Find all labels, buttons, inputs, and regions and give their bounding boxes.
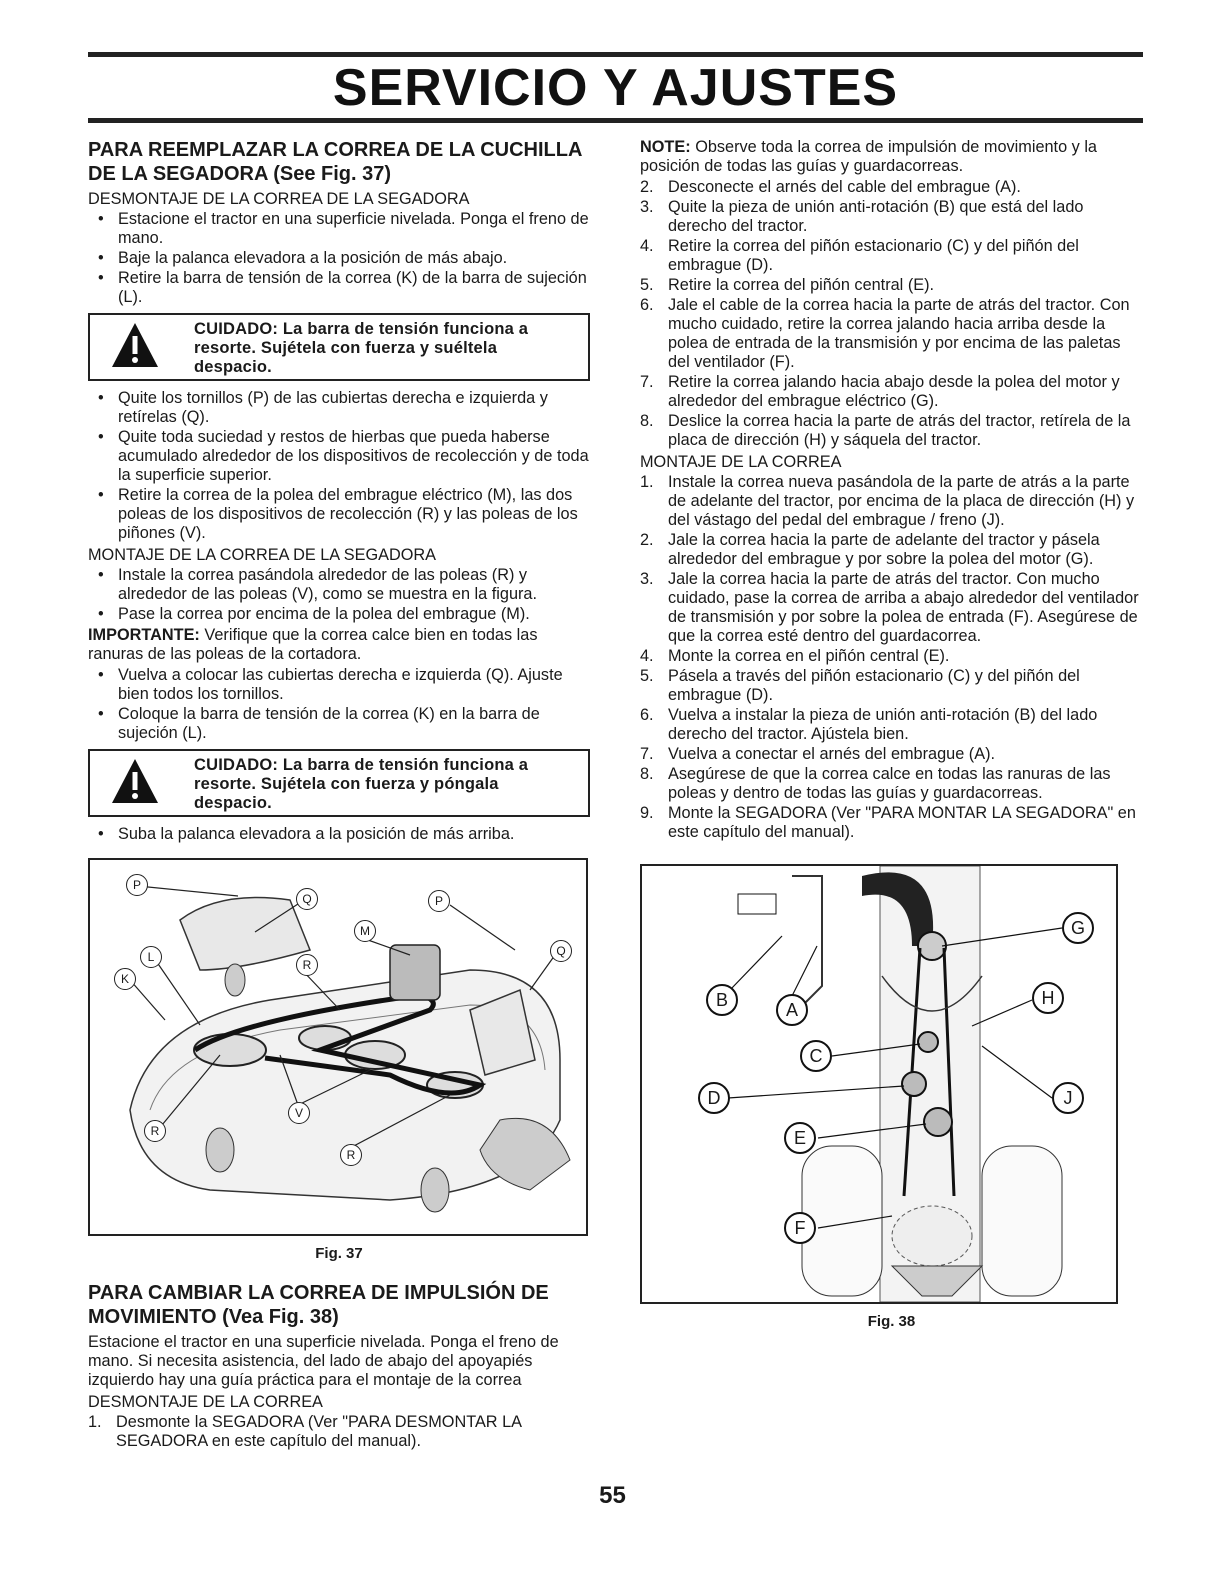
list-item: • Retire la correa de la polea del embrague eléctrico (M), las dos poleas de los dispositivos de recolección (R) y las poleas de los piñones (V). (88, 486, 590, 543)
fig37-label-r: R (296, 954, 318, 976)
fig37-label-k: K (114, 968, 136, 990)
fig38-label-b: B (706, 984, 738, 1016)
important-note (88, 626, 590, 664)
list-item: • Quite los tornillos (P) de las cubiertas derecha e izquierda y retírelas (Q). (88, 389, 590, 427)
caution-box-1 (88, 313, 590, 381)
important-label: IMPORTANTE: (88, 626, 200, 644)
top-rule (88, 52, 1143, 57)
bullet-list-e (88, 825, 590, 844)
list-item: • Pase la correa por encima de la polea del embrague (M). (88, 605, 590, 624)
left-column (88, 138, 590, 1452)
fig38-label-f: F (784, 1212, 816, 1244)
list-item: • Estacione el tractor en una superficie nivelada. Ponga el freno de mano. (88, 210, 590, 248)
note-text: Observe toda la correa de impulsión de movimiento y la posición de todas las guías y guardacorreas. (640, 138, 1097, 175)
fig38-label-h: H (1032, 982, 1064, 1014)
note-label: NOTE: (640, 138, 691, 156)
subheading-removal2: DESMONTAJE DE LA CORREA (88, 1393, 323, 1411)
list-item: 8. Deslice la correa hacia la parte de atrás del tractor, retírela de la placa de dirección (H) y sáquela del tractor. (640, 412, 1131, 449)
fig37-caption: Fig. 37 (315, 1245, 363, 1262)
fig38-label-d: D (698, 1082, 730, 1114)
important-text: Verifique que la correa calce bien en todas las ranuras de las poleas de la cortadora. (88, 626, 538, 663)
fig37-label-q: Q (296, 888, 318, 910)
list-item: 8. Asegúrese de que la correa calce en todas las ranuras de las poleas y dentro de todas las guías y guardacorreas. (640, 765, 1111, 802)
fig37-label-m: M (354, 920, 376, 942)
fig37-label-q2: Q (550, 940, 572, 962)
list-item: 1. Instale la correa nueva pasándola de la parte de atrás a la parte de adelante del tractor, por encima de la placa de dirección (H) y del vástago del pedal del embrague / freno (J). (640, 473, 1135, 529)
fig38-label-a: A (776, 994, 808, 1026)
list-item: 2. Desconecte el arnés del cable del embrague (A). (640, 178, 1021, 196)
list-item: 6. Vuelva a instalar la pieza de unión anti-rotación (B) del lado derecho del tractor. Ajústela bien. (640, 706, 1098, 743)
list-item: 6. Jale el cable de la correa hacia la parte de atrás del tractor. Con mucho cuidado, retire la correa jalando hacia arriba desde la polea de entrada de la transmisión y por encima de las paletas del ventilador (F). (640, 296, 1130, 371)
page-number: 55 (599, 1482, 626, 1509)
bullet-list-b (88, 389, 590, 543)
heading-drive-belt: PARA CAMBIAR LA CORREA DE IMPULSIÓN DE MOVIMIENTO (Vea Fig. 38) (88, 1282, 549, 1328)
fig38-caption: Fig. 38 (867, 1313, 916, 1330)
fig37-label-v: V (288, 1102, 310, 1124)
list-item: • Retire la barra de tensión de la correa (K) de la barra de sujeción (L). (88, 269, 590, 307)
numbered-list-removal-start (88, 1413, 590, 1451)
fig38-label-j: J (1052, 1082, 1084, 1114)
list-item: • Instale la correa pasándola alrededor de las poleas (R) y alrededor de las poleas (V), como se muestra en la figura. (88, 566, 590, 604)
warning-icon (110, 757, 160, 807)
note-paragraph (640, 138, 1143, 176)
fig38-label-c: C (800, 1040, 832, 1072)
fig37-label-p: P (126, 874, 148, 896)
bullet-list-d (88, 666, 590, 743)
fig37-label-l: L (140, 946, 162, 968)
caution-text: CUIDADO: La barra de tensión funciona a resorte. Sujétela con fuerza y póngala despacio. (194, 756, 529, 812)
list-item: • Quite toda suciedad y restos de hierbas que pueda haberse acumulado alrededor de los dispositivos de recolección y de toda la superficie superior. (88, 428, 590, 485)
right-column (640, 138, 1143, 1331)
list-item: 7. Retire la correa jalando hacia abajo desde la polea del motor y alrededor del embrague eléctrico (G). (640, 373, 1120, 410)
bullet-list-c (88, 566, 590, 624)
bullet-list-a (88, 210, 590, 307)
list-item: • Coloque la barra de tensión de la correa (K) en la barra de sujeción (L). (88, 705, 590, 743)
list-item: 4. Monte la correa en el piñón central (E). (640, 647, 950, 665)
caution-box-2 (88, 749, 590, 817)
page-title: SERVICIO Y AJUSTES (332, 59, 899, 117)
mower-deck-illustration (90, 860, 586, 1234)
list-item: • Vuelva a colocar las cubiertas derecha e izquierda (Q). Ajuste bien todos los tornillos. (88, 666, 590, 704)
fig38-label-e: E (784, 1122, 816, 1154)
heading-replace-blade-belt: PARA REEMPLAZAR LA CORREA DE LA CUCHILLA DE LA SEGADORA (See Fig. 37) (88, 139, 582, 185)
numbered-list-removal (640, 178, 1143, 450)
list-item: 5. Retire la correa del piñón central (E). (640, 276, 935, 294)
list-item: • Baje la palanca elevadora a la posición de más abajo. (88, 249, 590, 268)
drive-belt-intro: Estacione el tractor en una superficie nivelada. Ponga el freno de mano. Si necesita asistencia, del lado de abajo del apoyapiés izquierdo hay una guía práctica para el montaje de la correa (88, 1333, 559, 1389)
list-item: 4. Retire la correa del piñón estacionario (C) y del piñón del embrague (D). (640, 237, 1079, 274)
list-item: 2. Jale la correa hacia la parte de adelante del tractor y pásela alrededor del embrague y por sobre la polea del motor (G). (640, 531, 1100, 568)
subheading-install: MONTAJE DE LA CORREA DE LA SEGADORA (88, 546, 437, 564)
list-item: 1. Desmonte la SEGADORA (Ver "PARA DESMONTAR LA SEGADORA en este capítulo del manual). (88, 1413, 522, 1450)
warning-icon (110, 321, 160, 371)
list-item: 7. Vuelva a conectar el arnés del embrague (A). (640, 745, 996, 763)
fig37-label-r3: R (340, 1144, 362, 1166)
list-item: 3. Quite la pieza de unión anti-rotación (B) que está del lado derecho del tractor. (640, 198, 1084, 235)
caution-text: CUIDADO: La barra de tensión funciona a resorte. Sujétela con fuerza y suéltela despacio. (194, 320, 529, 376)
numbered-list-install (640, 473, 1143, 842)
fig37-label-r2: R (144, 1120, 166, 1142)
list-item: 9. Monte la SEGADORA (Ver "PARA MONTAR LA SEGADORA" en este capítulo del manual). (640, 804, 1136, 841)
subheading-removal: DESMONTAJE DE LA CORREA DE LA SEGADORA (88, 190, 470, 208)
figure-38 (640, 864, 1118, 1304)
list-item: 3. Jale la correa hacia la parte de atrás del tractor. Con mucho cuidado, pase la correa de arriba a abajo alrededor del ventilador de transmisión y por sobre la polea de entrada (F). Asegúrese de que la correa esté dentro del guardacorrea. (640, 570, 1139, 645)
fig37-label-p2: P (428, 890, 450, 912)
bottom-rule (88, 118, 1143, 123)
fig38-label-g: G (1062, 912, 1094, 944)
subheading-install2: MONTAJE DE LA CORREA (640, 453, 842, 471)
list-item: • Suba la palanca elevadora a la posición de más arriba. (88, 825, 590, 844)
list-item: 5. Pásela a través del piñón estacionario (C) y del piñón del embrague (D). (640, 667, 1080, 704)
figure-37 (88, 858, 588, 1236)
